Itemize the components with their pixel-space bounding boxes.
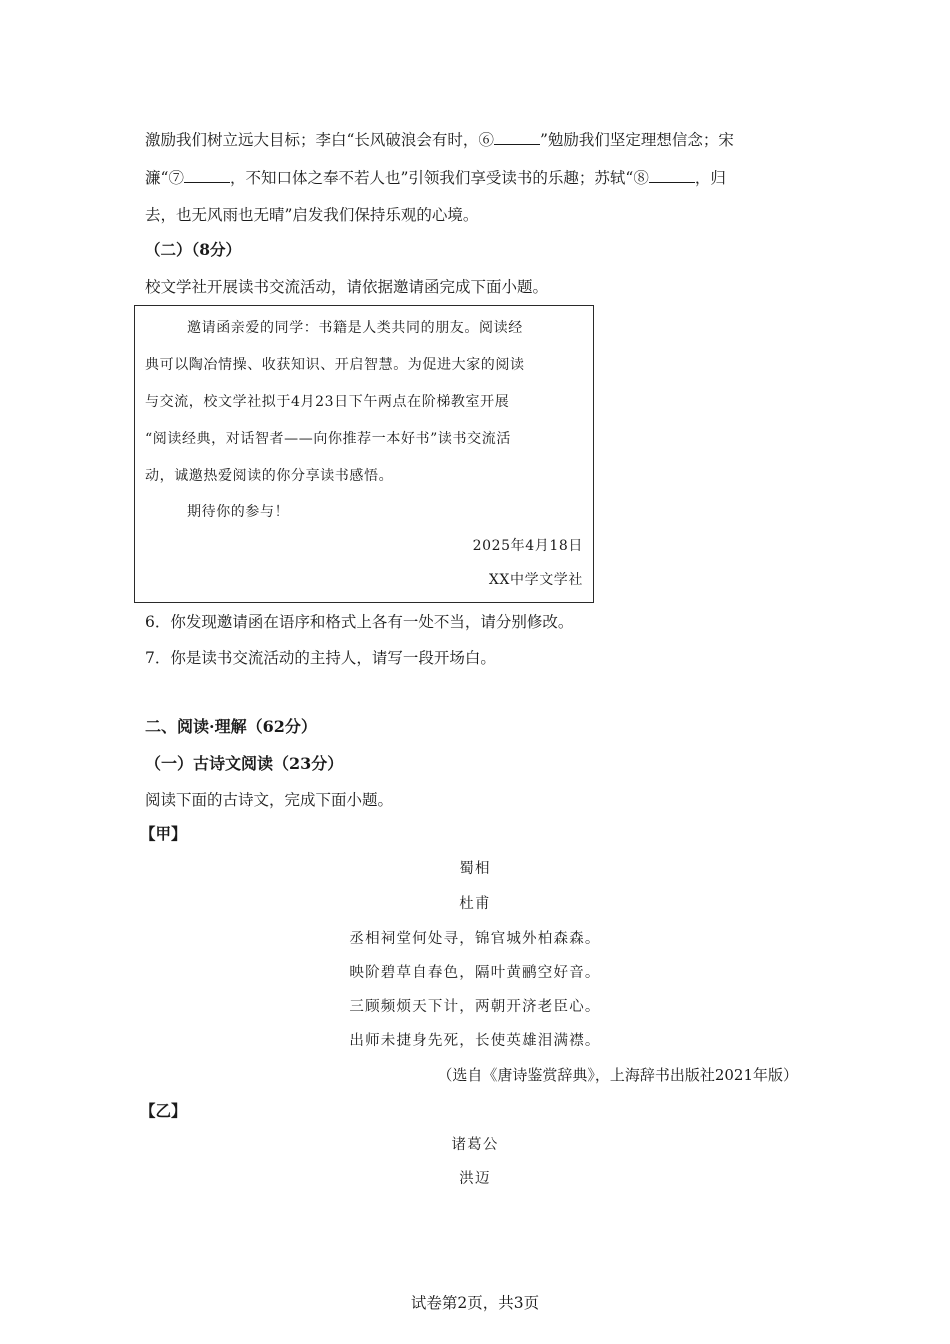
invitation-closing: 期待你的参与！ [187,504,290,520]
invitation-line: 动，诚邀热爱阅读的你分享读书感悟。 [145,468,394,484]
poem-b-title: 诸葛公 [451,1137,499,1153]
invitation-line: “阅读经典，对话智者——向你推荐一本好书”读书交流活 [145,431,511,447]
fill-blank-line-2 [145,166,726,188]
blank-number: ⑥ [478,131,494,149]
poem-a-source: （选自《唐诗鉴赏辞典》，上海辞书出版社2021年版） [437,1066,798,1084]
answer-blank [494,143,540,145]
invitation-box [134,305,594,603]
invitation-line: 与交流，校文学社拟于4月23日下午两点在阶梯教室开展 [145,394,510,410]
poem-a-label: 【甲】 [140,824,187,843]
invitation-line: 典可以陶冶情操、收获知识、开启智慧。为促进大家的阅读 [145,357,525,373]
blank-number: ⑦ [168,169,184,187]
reading-intro: 阅读下面的古诗文，完成下面小题。 [145,791,394,809]
fill-blank-line-3: 去，也无风雨也无晴”启发我们保持乐观的心境。 [145,206,479,224]
invitation-signature: XX中学文学社 [488,572,583,588]
answer-blank [184,181,230,183]
activity-intro: 校文学社开展读书交流活动，请依据邀请函完成下面小题。 [145,278,549,296]
part-heading: 二、阅读·理解（62分） [145,717,317,736]
question-6: 6．你发现邀请函在语序和格式上各有一处不当，请分别修改。 [145,613,574,631]
poem-b-author: 洪迈 [459,1171,491,1187]
text-segment: ”勉励我们坚定理想信念；宋 [539,131,734,149]
text-segment: ，归 [694,169,726,187]
text-segment: ，不知口体之奉不若人也”引领我们享受读书的乐趣；苏轼“ [229,169,634,187]
question-7: 7．你是读书交流活动的主持人，请写一段开场白。 [145,649,496,667]
poem-line: 映阶碧草自春色，隔叶黄鹂空好音。 [349,965,601,981]
blank-number: ⑧ [633,169,649,187]
text-segment: 激励我们树立远大目标；李白“长风破浪会有时， [145,131,479,149]
poem-a-author: 杜甫 [459,896,491,912]
fill-blank-line-1 [145,128,734,150]
text-segment: 濂“ [145,169,169,187]
poem-line: 三顾频烦天下计，两朝开济老臣心。 [349,999,601,1015]
page-footer: 试卷第2页，共3页 [410,1294,540,1312]
invitation-date: 2025年4月18日 [472,538,583,554]
answer-blank [649,181,695,183]
section-heading: （一）古诗文阅读（23分） [145,754,344,773]
poem-line: 丞相祠堂何处寻，锦官城外柏森森。 [349,931,601,947]
invitation-line: 邀请函亲爱的同学：书籍是人类共同的朋友。阅读经 [187,320,523,336]
poem-a-title: 蜀相 [459,861,491,877]
poem-b-label: 【乙】 [140,1101,187,1120]
section-heading: （二）（8分） [145,240,242,259]
poem-line: 出师未捷身先死，长使英雄泪满襟。 [349,1033,601,1049]
